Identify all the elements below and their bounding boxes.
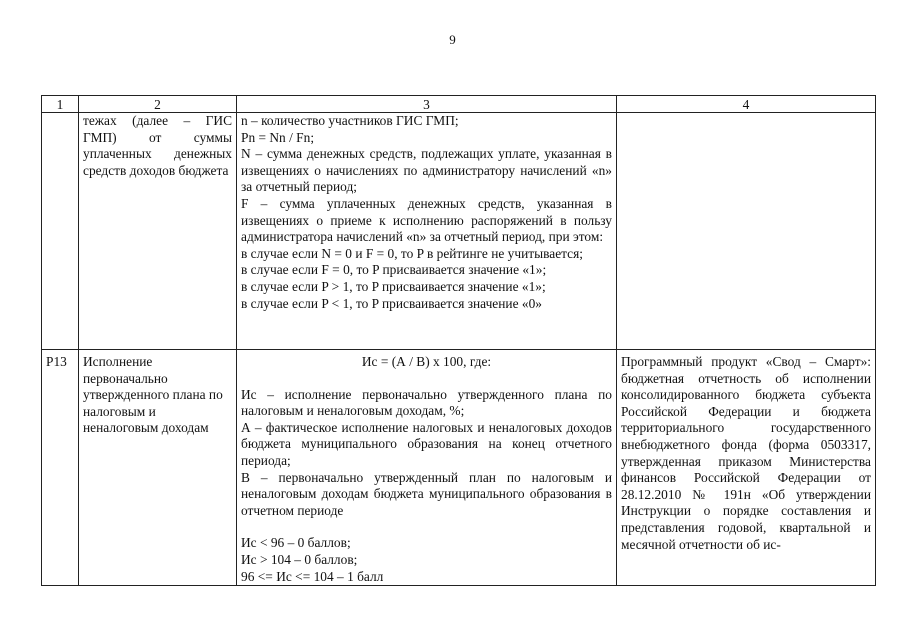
method-line: А – фактическое исполнение налоговых и неналоговых доходов бюджета муниципального образования на конец отчетного периода; — [241, 419, 612, 468]
table-row — [42, 113, 876, 350]
method-line: в случае если F = 0, то P присваивается значение «1»; — [241, 262, 547, 278]
method-line: в случае если P > 1, то P присваивается значение «1»; — [241, 278, 546, 294]
column-header-2: 2 — [79, 96, 237, 113]
method-line: В – первоначально утвержденный план по налоговым и неналоговым доходам бюджета муниципального образования в отчетном периоде — [241, 469, 612, 518]
table-header-row — [42, 96, 876, 113]
indicator-name: Исполнение первоначально утвержденного плана по налоговым и неналоговым доходам — [79, 350, 237, 586]
method-line: Ис – исполнение первоначально утвержденного плана по налоговым и неналоговым доходам, %; — [241, 386, 612, 419]
method-line: n – количество участников ГИС ГМП; — [241, 113, 459, 128]
score-line: 96 <= Ис <= 104 – 1 балл — [241, 568, 384, 584]
calculation-method — [237, 350, 617, 586]
method-line: F – сумма уплаченных денежных средств, указанная в извещениях о приеме к исполнению распоряжений в пользу администратора начислений «n» за отчетный период, при этом: — [241, 195, 612, 245]
column-header-3: 3 — [237, 96, 617, 113]
data-source — [617, 113, 876, 350]
calculation-method — [237, 113, 617, 350]
method-line: в случае если P < 1, то P присваивается значение «0» — [241, 295, 542, 311]
indicator-table — [41, 95, 876, 586]
data-source: Программный продукт «Свод – Смарт»: бюджетная отчетность об исполнении консолидированного бюджета субъекта Российской Федерации и бюджета территориального государственного внебюджетного фонда (форма 0503317, утвержденная приказом Министерства финансов Российской Федерации от 28.12.2010 № 191н «Об утверждении Инструкции о порядке составления и представления годовой, квартальной и месячной отчетности об ис- — [617, 350, 876, 586]
formula: Ис = (А / В) х 100, где: — [361, 354, 492, 369]
indicator-name: тежах (далее – ГИС ГМП) от суммы уплаченных денежных средств доходов бюджета — [79, 113, 237, 350]
score-line: Ис < 96 – 0 баллов; — [241, 535, 351, 551]
method-line: N – сумма денежных средств, подлежащих уплате, указанная в извещениях о начислениях по администратору начислений «n» за отчетный период; — [241, 146, 612, 195]
score-line: Ис > 104 – 0 баллов; — [241, 551, 358, 567]
indicator-code: P13 — [42, 350, 79, 586]
table-row — [42, 350, 876, 586]
page-number: 9 — [449, 32, 456, 47]
column-header-4: 4 — [617, 96, 876, 113]
method-line: Pn = Nn / Fn; — [241, 129, 315, 145]
indicator-code — [42, 113, 79, 350]
method-line: в случае если N = 0 и F = 0, то P в рейтинге не учитывается; — [241, 245, 583, 261]
column-header-1: 1 — [42, 96, 79, 113]
